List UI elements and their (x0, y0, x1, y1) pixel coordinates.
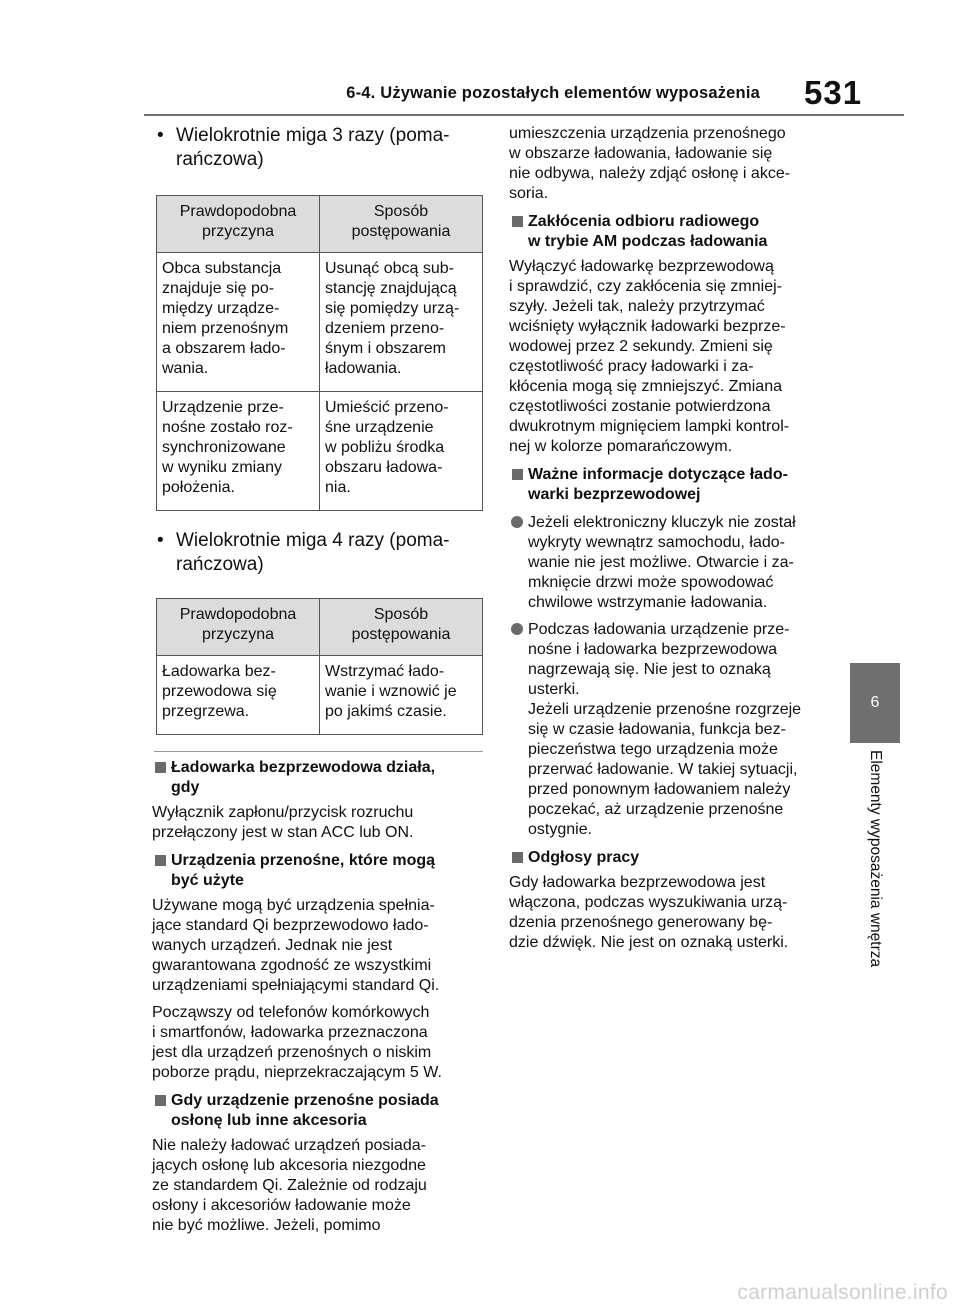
circle-bullet-icon (511, 516, 523, 528)
square-bullet-icon (512, 216, 523, 227)
square-bullet-icon (155, 1095, 166, 1106)
action-cell: Wstrzymać łado- wanie i wznowić je po jakimś czasie. (320, 656, 483, 735)
page-header (0, 0, 960, 120)
section-heading-important: Ważne informacje dotyczące łado- warki bezprzewodowej (509, 465, 834, 505)
table-blink-3 (156, 195, 483, 511)
continuation-text: umieszczenia urządzenia przenośnego w obszarze ładowania, ładowanie się nie odbywa, należy zdjąć osłonę i akce- soria. (509, 125, 791, 202)
header-cause: Prawdopodobna przyczyna (157, 196, 320, 253)
watermark: carmanualsonline.info (737, 1281, 948, 1304)
section-title: 6-4. Używanie pozostałych elementów wyposażenia (346, 84, 760, 102)
circle-bullet-icon (511, 623, 523, 635)
section-heading-noise: Odgłosy pracy (509, 848, 834, 868)
square-bullet-icon (155, 855, 166, 866)
cause-cell: Urządzenie prze- nośne zostało roz- synchronizowane w wyniku zmiany położenia. (157, 392, 320, 511)
blink-4-times-item: • Wielokrotnie miga 4 razy (poma- rańczowa) (152, 529, 484, 577)
square-bullet-icon (512, 469, 523, 480)
blink-3-times-item: • Wielokrotnie miga 3 razy (poma- rańczowa) (152, 124, 484, 172)
section-body-noise: Gdy ładowarka bezprzewodowa jest włączona, podczas wyszukiwania urzą- dzenia przenośnego generowany bę- dzie dźwięk. Nie jest on oznaką usterki. (509, 874, 789, 951)
info-item-heat: Podczas ładowania urządzenie prze- nośne i ładowarka bezprzewodowa nagrzewają się. Nie jest to oznaką usterki. Jeżeli urządzenie przenośne rozgrzeje się w czasie ładowania, funkcja bez- pieczeństwa tego urządzenia może przerwać ładowanie. W takiej sytuacji, przed ponownym ładowaniem należy poczekać, aż urządzenie przenośne ostygnie. (509, 620, 834, 840)
section-body-cover: Nie należy ładować urządzeń posiada- jących osłonę lub akcesoria niezgodne ze standardem Qi. Zależnie od rodzaju osłony i akcesoriów ładowanie może nie być możliwe. Jeżeli, pomimo (152, 1137, 427, 1234)
section-heading-devices: Urządzenia przenośne, które mogą być użyte (152, 851, 484, 891)
table-row (157, 253, 483, 392)
header-divider (144, 114, 904, 116)
chapter-label: Elementy wyposażenia wnętrza (867, 750, 884, 968)
section-body-devices-2: Począwszy od telefonów komórkowych i smartfonów, ładowarka przeznaczona jest dla urządzeń przenośnych o niskim poborze prądu, nieprzekraczającym 5 W. (152, 1004, 442, 1081)
action-cell: Umieścić przeno- śne urządzenie w pobliżu środka obszaru ładowa- nia. (320, 392, 483, 511)
table-header-row (157, 599, 483, 656)
section-body-radio: Wyłączyć ładowarkę bezprzewodową i sprawdzić, czy zakłócenia się zmniej- szyły. Jeżeli tak, należy przytrzymać wciśnięty wyłącznik ładowarki bezprze- wodowej przez 2 sekundy. Zmieni się częstotliwość pracy ładowarki i za- kłócenia mogą się zmniejszyć. Zmiana częstotliwości zostanie potwierdzona dwukrotnym mignięciem lampki kontrol- nej w kolorze pomarańczowym. (509, 258, 790, 455)
table-row (157, 392, 483, 511)
section-heading-radio: Zakłócenia odbioru radiowego w trybie AM podczas ładowania (509, 212, 834, 252)
section-heading-operation: Ładowarka bezprzewodowa działa, gdy (152, 758, 484, 798)
info-item-key: Jeżeli elektroniczny kluczyk nie został wykryty wewnątrz samochodu, łado- wanie nie jest możliwe. Otwarcie i za- mknięcie drzwi może spowodować chwilowe wstrzymanie ładowania. (509, 513, 834, 613)
page-number: 531 (804, 74, 863, 111)
left-column (152, 124, 484, 1236)
header-action: Sposób postępowania (320, 196, 483, 253)
chapter-tab: 6 (850, 663, 900, 743)
cause-cell: Obca substancja znajduje się po- między urządze- niem przenośnym a obszarem łado- wania. (157, 253, 320, 392)
table-blink-4 (156, 598, 483, 735)
header-cause: Prawdopodobna przyczyna (157, 599, 320, 656)
table-header-row (157, 196, 483, 253)
table-row (157, 656, 483, 735)
right-column (509, 124, 834, 953)
section-divider (154, 751, 483, 752)
square-bullet-icon (512, 852, 523, 863)
section-body-devices-1: Używane mogą być urządzenia spełnia- jące standard Qi bezprzewodowo łado- wanych urządzeń. Jednak nie jest gwarantowana zgodność ze wszystkimi urządzeniami spełniającymi standard Qi. (152, 897, 440, 994)
header-action: Sposób postępowania (320, 599, 483, 656)
square-bullet-icon (155, 762, 166, 773)
cause-cell: Ładowarka bez- przewodowa się przegrzewa. (157, 656, 320, 735)
action-cell: Usunąć obcą sub- stancję znajdującą się pomiędzy urzą- dzeniem przeno- śnym i obszarem ładowania. (320, 253, 483, 392)
section-body-operation: Wyłącznik zapłonu/przycisk rozruchu przełączony jest w stan ACC lub ON. (152, 804, 414, 841)
section-heading-cover: Gdy urządzenie przenośne posiada osłonę lub inne akcesoria (152, 1091, 484, 1131)
